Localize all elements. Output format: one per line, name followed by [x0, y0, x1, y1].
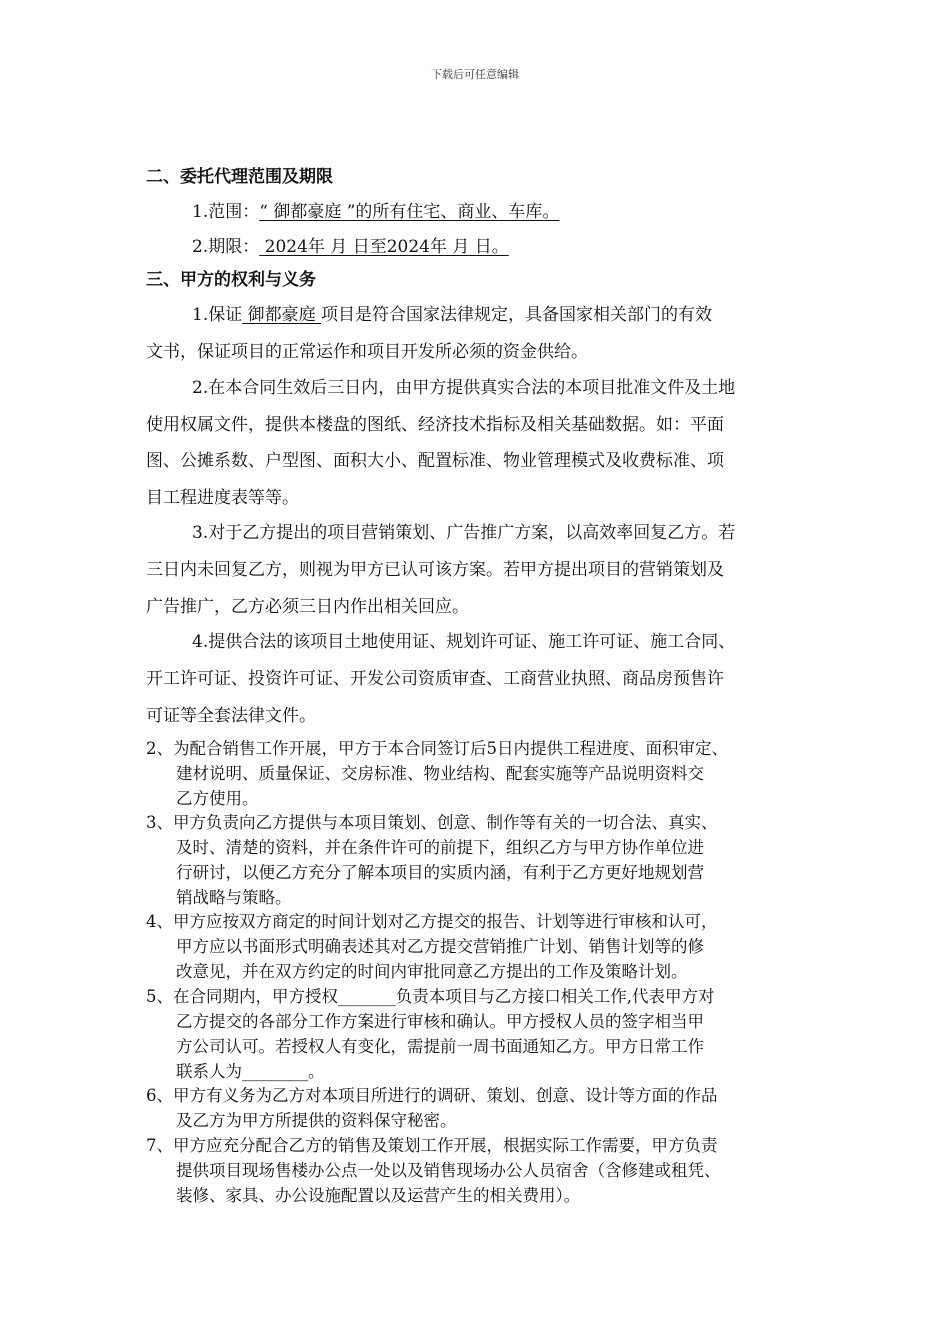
- period-label: 2.期限：: [192, 237, 260, 257]
- paragraph-2-line-4: 目工程进度表等等。: [146, 488, 299, 508]
- period-line: [192, 232, 637, 257]
- paragraph-2-line-3: 图、公摊系数、户型图、面积大小、配置标准、物业管理模式及收费标准、项: [146, 451, 724, 471]
- paragraph-1-line-1: 1.保证 御都豪庭 项目是符合国家法律规定，具备国家相关部门的有效: [192, 305, 713, 325]
- list-item-2: 2、为配合销售工作开展，甲方于本合同签订后5日内提供工程进度、面积审定、 建材说明、质量保证、交房标准、物业结构、配套实施等产品说明资料交 乙方使用。: [146, 739, 728, 808]
- paragraph-1-line-2: 文书，保证项目的正常运作和项目开发所必须的资金供给。: [146, 342, 588, 362]
- period-value: 2024年 月 日至2024年 月 日。: [259, 237, 509, 257]
- project-name: 御都豪庭: [242, 305, 322, 325]
- list-item-3: 3、甲方负责向乙方提供与本项目策划、创意、制作等有关的一切合法、真实、 及时、清楚的资料，并在条件许可的前提下，组织乙方与甲方协作单位进 行研讨，以便乙方充分了解本项目的实质内涵，有利于乙方更好地规划营 销战略与策略。: [146, 813, 718, 907]
- paragraph-3-line-2: 三日内未回复乙方，则视为甲方已认可该方案。若甲方提出项目的营销策划及: [146, 560, 724, 580]
- paragraph-2-line-2: 使用权属文件，提供本楼盘的图纸、经济技术指标及相关基础数据。如：平面: [146, 415, 724, 435]
- list-item-7: 7、甲方应充分配合乙方的销售及策划工作开展，根据实际工作需要，甲方负责 提供项目现场售楼办公点一处以及销售现场办公人员宿舍（含修建或租凭、 装修、家具、办公设施配置以及运营产生的相关费用）。: [146, 1136, 721, 1205]
- scope-line: [192, 197, 611, 222]
- paragraph-2-line-1: 2.在本合同生效后三日内，由甲方提供真实合法的本项目批准文件及土地: [192, 378, 736, 398]
- list-item-4: 4、甲方应按双方商定的时间计划对乙方提交的报告、计划等进行审核和认可， 甲方应以书面形式明确表述其对乙方提交营销推广计划、销售计划等的修 改意见，并在双方约定的时间内审批同意乙方提出的工作及策略计划。: [146, 912, 718, 981]
- list-item-6: 6、甲方有义务为乙方对本项目所进行的调研、策划、创意、设计等方面的作品 及乙方为甲方所提供的资料保守秘密。: [146, 1086, 718, 1130]
- paragraph-3-line-1: 3.对于乙方提出的项目营销策划、广告推广方案，以高效率回复乙方。若: [192, 523, 736, 543]
- header-note: 下载后可任意编辑: [431, 68, 519, 81]
- paragraph-4-line-3: 可证等全套法律文件。: [146, 706, 316, 726]
- list-item-5: 5、在合同期内，甲方授权_______负责本项目与乙方接口相关工作,代表甲方对 乙方提交的各部分工作方案进行审核和确认。甲方授权人员的签字相当甲 方公司认可。若授权人有变化，需提前一周书面通知乙方。甲方日常工作 联系人为________。: [146, 987, 715, 1081]
- paragraph-4-line-2: 开工许可证、投资许可证、开发公司资质审查、工商营业执照、商品房预售许: [146, 669, 724, 689]
- scope-label: 1.范围：: [192, 202, 260, 222]
- paragraph-4-line-1: 4.提供合法的该项目土地使用证、规划许可证、施工许可证、施工合同、: [192, 632, 736, 652]
- section-heading-rights-obligations: 三、甲方的权利与义务: [146, 270, 316, 290]
- paragraph-3-line-3: 广告推广，乙方必须三日内作出相关回应。: [146, 597, 469, 617]
- section-heading-scope-period: 二、委托代理范围及期限: [146, 167, 333, 187]
- scope-value: “ 御都豪庭 ”的所有住宅、商业、车库。: [259, 202, 560, 222]
